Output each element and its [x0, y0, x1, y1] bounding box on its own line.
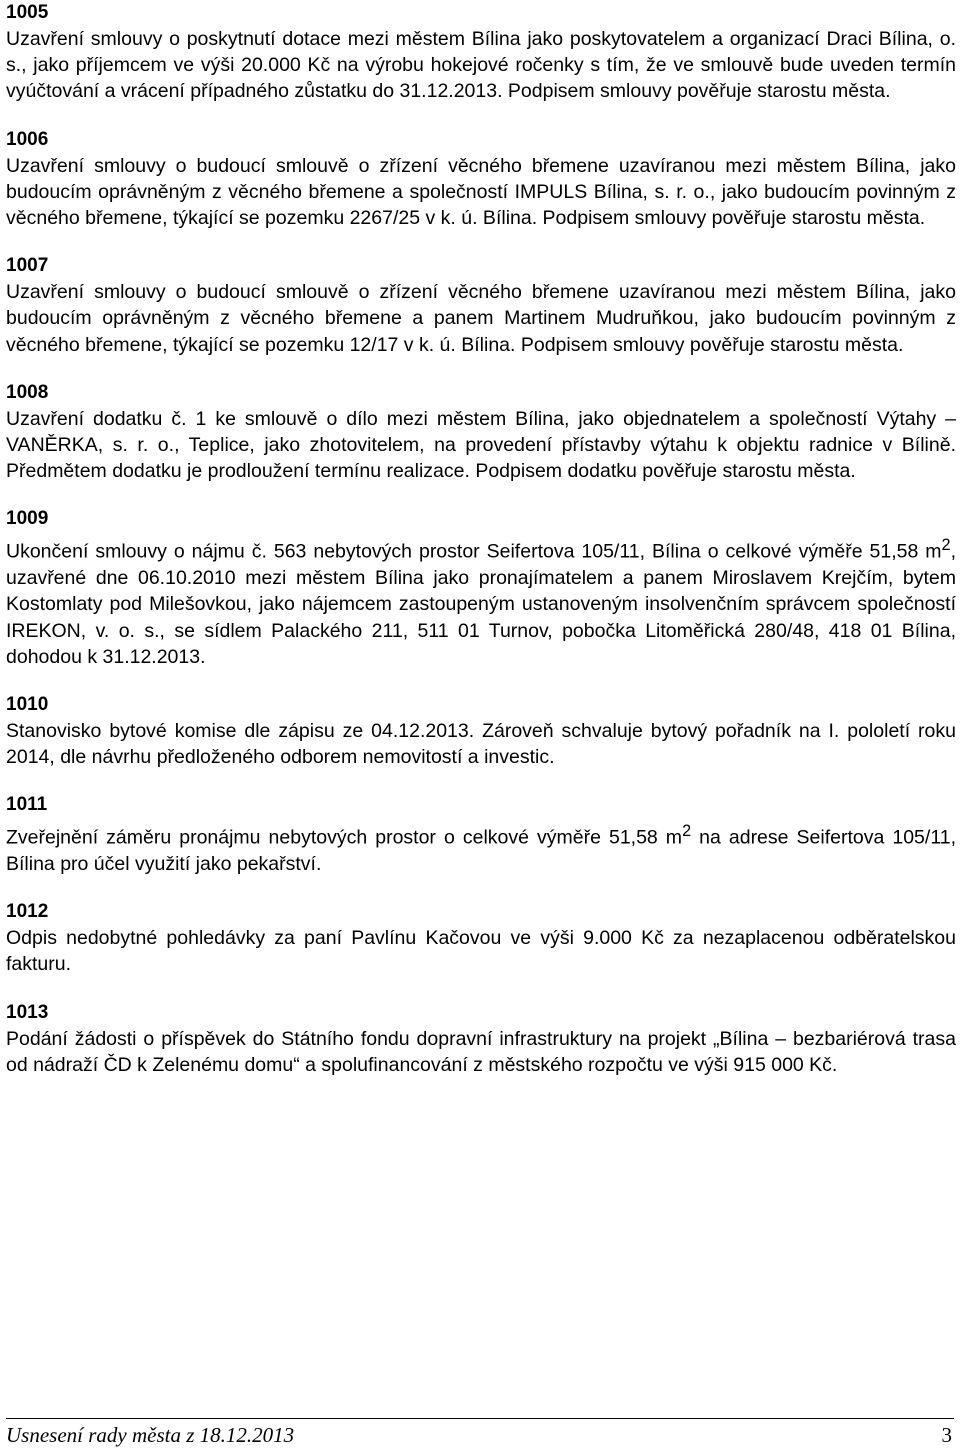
resolution-1009 — [6, 506, 956, 670]
resolution-text-part: na adrese Seifertova 105/11, Bílina pro účel využití jako pekařství. — [6, 826, 956, 876]
resolution-1011 — [6, 792, 956, 877]
resolution-number: 1005 — [6, 2, 49, 23]
resolution-number: 1012 — [6, 901, 49, 923]
resolution-1012 — [6, 899, 956, 977]
page-footer — [6, 1418, 954, 1448]
resolution-number: 1011 — [6, 794, 48, 816]
resolution-text-part: Zveřejnění záměru pronájmu nebytových prostor o celkové výměře 51,58 m — [6, 826, 683, 849]
resolution-number: 1010 — [6, 693, 49, 715]
footer-title: Usnesení rady města z 18.12.2013 — [6, 1423, 295, 1447]
resolution-1007 — [6, 253, 956, 358]
resolution-number: 1007 — [6, 255, 49, 277]
resolution-text-part: Ukončení smlouvy o nájmu č. 563 nebytových prostor Seifertova 105/11, Bílina o celkové výměře 51,58 m — [6, 540, 942, 563]
resolution-1013 — [6, 1000, 956, 1078]
resolution-number: 1006 — [6, 128, 49, 150]
resolution-number: 1009 — [6, 508, 49, 530]
resolution-text: Uzavření smlouvy o poskytnutí dotace mezi městem Bílina jako poskytovatelem a organizací Draci Bílina, o. s., jako příjemcem ve výši 20.000 Kč na výrobu hokejové ročenky s tím, že ve smlouvě bude uveden termín vyúčtování a vrácení případného zůstatku do 31.12.2013. Podpisem smlouvy pověřuje starostu města. — [6, 28, 956, 103]
resolution-text: Stanovisko bytové komise dle zápisu ze 04.12.2013. Zároveň schvaluje bytový pořadník na I. pololetí roku 2014, dle návrhu předloženého odborem nemovitostí a investic. — [6, 719, 956, 769]
resolution-1005 — [6, 0, 956, 105]
resolution-text: Odpis nedobytné pohledávky za paní Pavlínu Kačovou ve výši 9.000 Kč za nezaplacenou odběratelskou fakturu. — [6, 927, 956, 976]
document-body — [6, 0, 956, 1100]
resolution-number: 1013 — [6, 1001, 49, 1023]
resolution-text: Uzavření dodatku č. 1 ke smlouvě o dílo mezi městem Bílina, jako objednatelem a společností Výtahy – VANĚRKA, s. r. o., Teplice, jako zhotovitelem, na provedení přístavby výtahu k objektu radnice v Bílině. Předmětem dodatku je prodloužení termínu realizace. Podpisem dodatku pověřuje starostu města. — [6, 407, 956, 483]
resolution-text — [6, 532, 956, 670]
superscript: 2 — [682, 822, 692, 841]
resolution-text: Uzavření smlouvy o budoucí smlouvě o zřízení věcného břemene uzavíranou mezi městem Bílina, jako budoucím oprávněným z věcného břemene a panem Martinem Mudruňkou, jako budoucím povinným z věcného břemene, týkající se pozemku 12/17 v k. ú. Bílina. Podpisem smlouvy pověřuje starostu města. — [6, 281, 956, 356]
resolution-text — [6, 818, 956, 877]
superscript: 2 — [941, 536, 951, 555]
resolution-text: Uzavření smlouvy o budoucí smlouvě o zřízení věcného břemene uzavíranou mezi městem Bílina, jako budoucím oprávněným z věcného břemene a společností IMPULS Bílina, s. r. o., jako budoucím povinným z věcného břemene, týkající se pozemku 2267/25 v k. ú. Bílina. Podpisem smlouvy pověřuje starostu města. — [6, 154, 956, 230]
resolution-1010 — [6, 692, 956, 770]
resolution-1008 — [6, 380, 956, 485]
resolution-text: Podání žádosti o příspěvek do Státního fondu dopravní infrastruktury na projekt „Bílina – bezbariérová trasa od nádraží ČD k Zelenému domu“ a spolufinancování z městského rozpočtu ve výši 915 000 Kč. — [6, 1027, 956, 1076]
resolution-1006 — [6, 127, 956, 232]
resolution-text-part: , uzavřené dne 06.10.2010 mezi městem Bílina jako pronajímatelem a panem Miroslavem Krejčím, bytem Kostomlaty pod Milešovkou, jako nájemcem zastoupeným ustanoveným insolvenčním správcem společností IREKON, v. o. s., se sídlem Palackého 211, 511 01 Turnov, pobočka Litoměřická 280/48, 418 01 Bílina, dohodou k 31.12.2013. — [6, 540, 956, 668]
page-number: 3 — [941, 1423, 952, 1447]
resolution-number: 1008 — [6, 381, 49, 403]
